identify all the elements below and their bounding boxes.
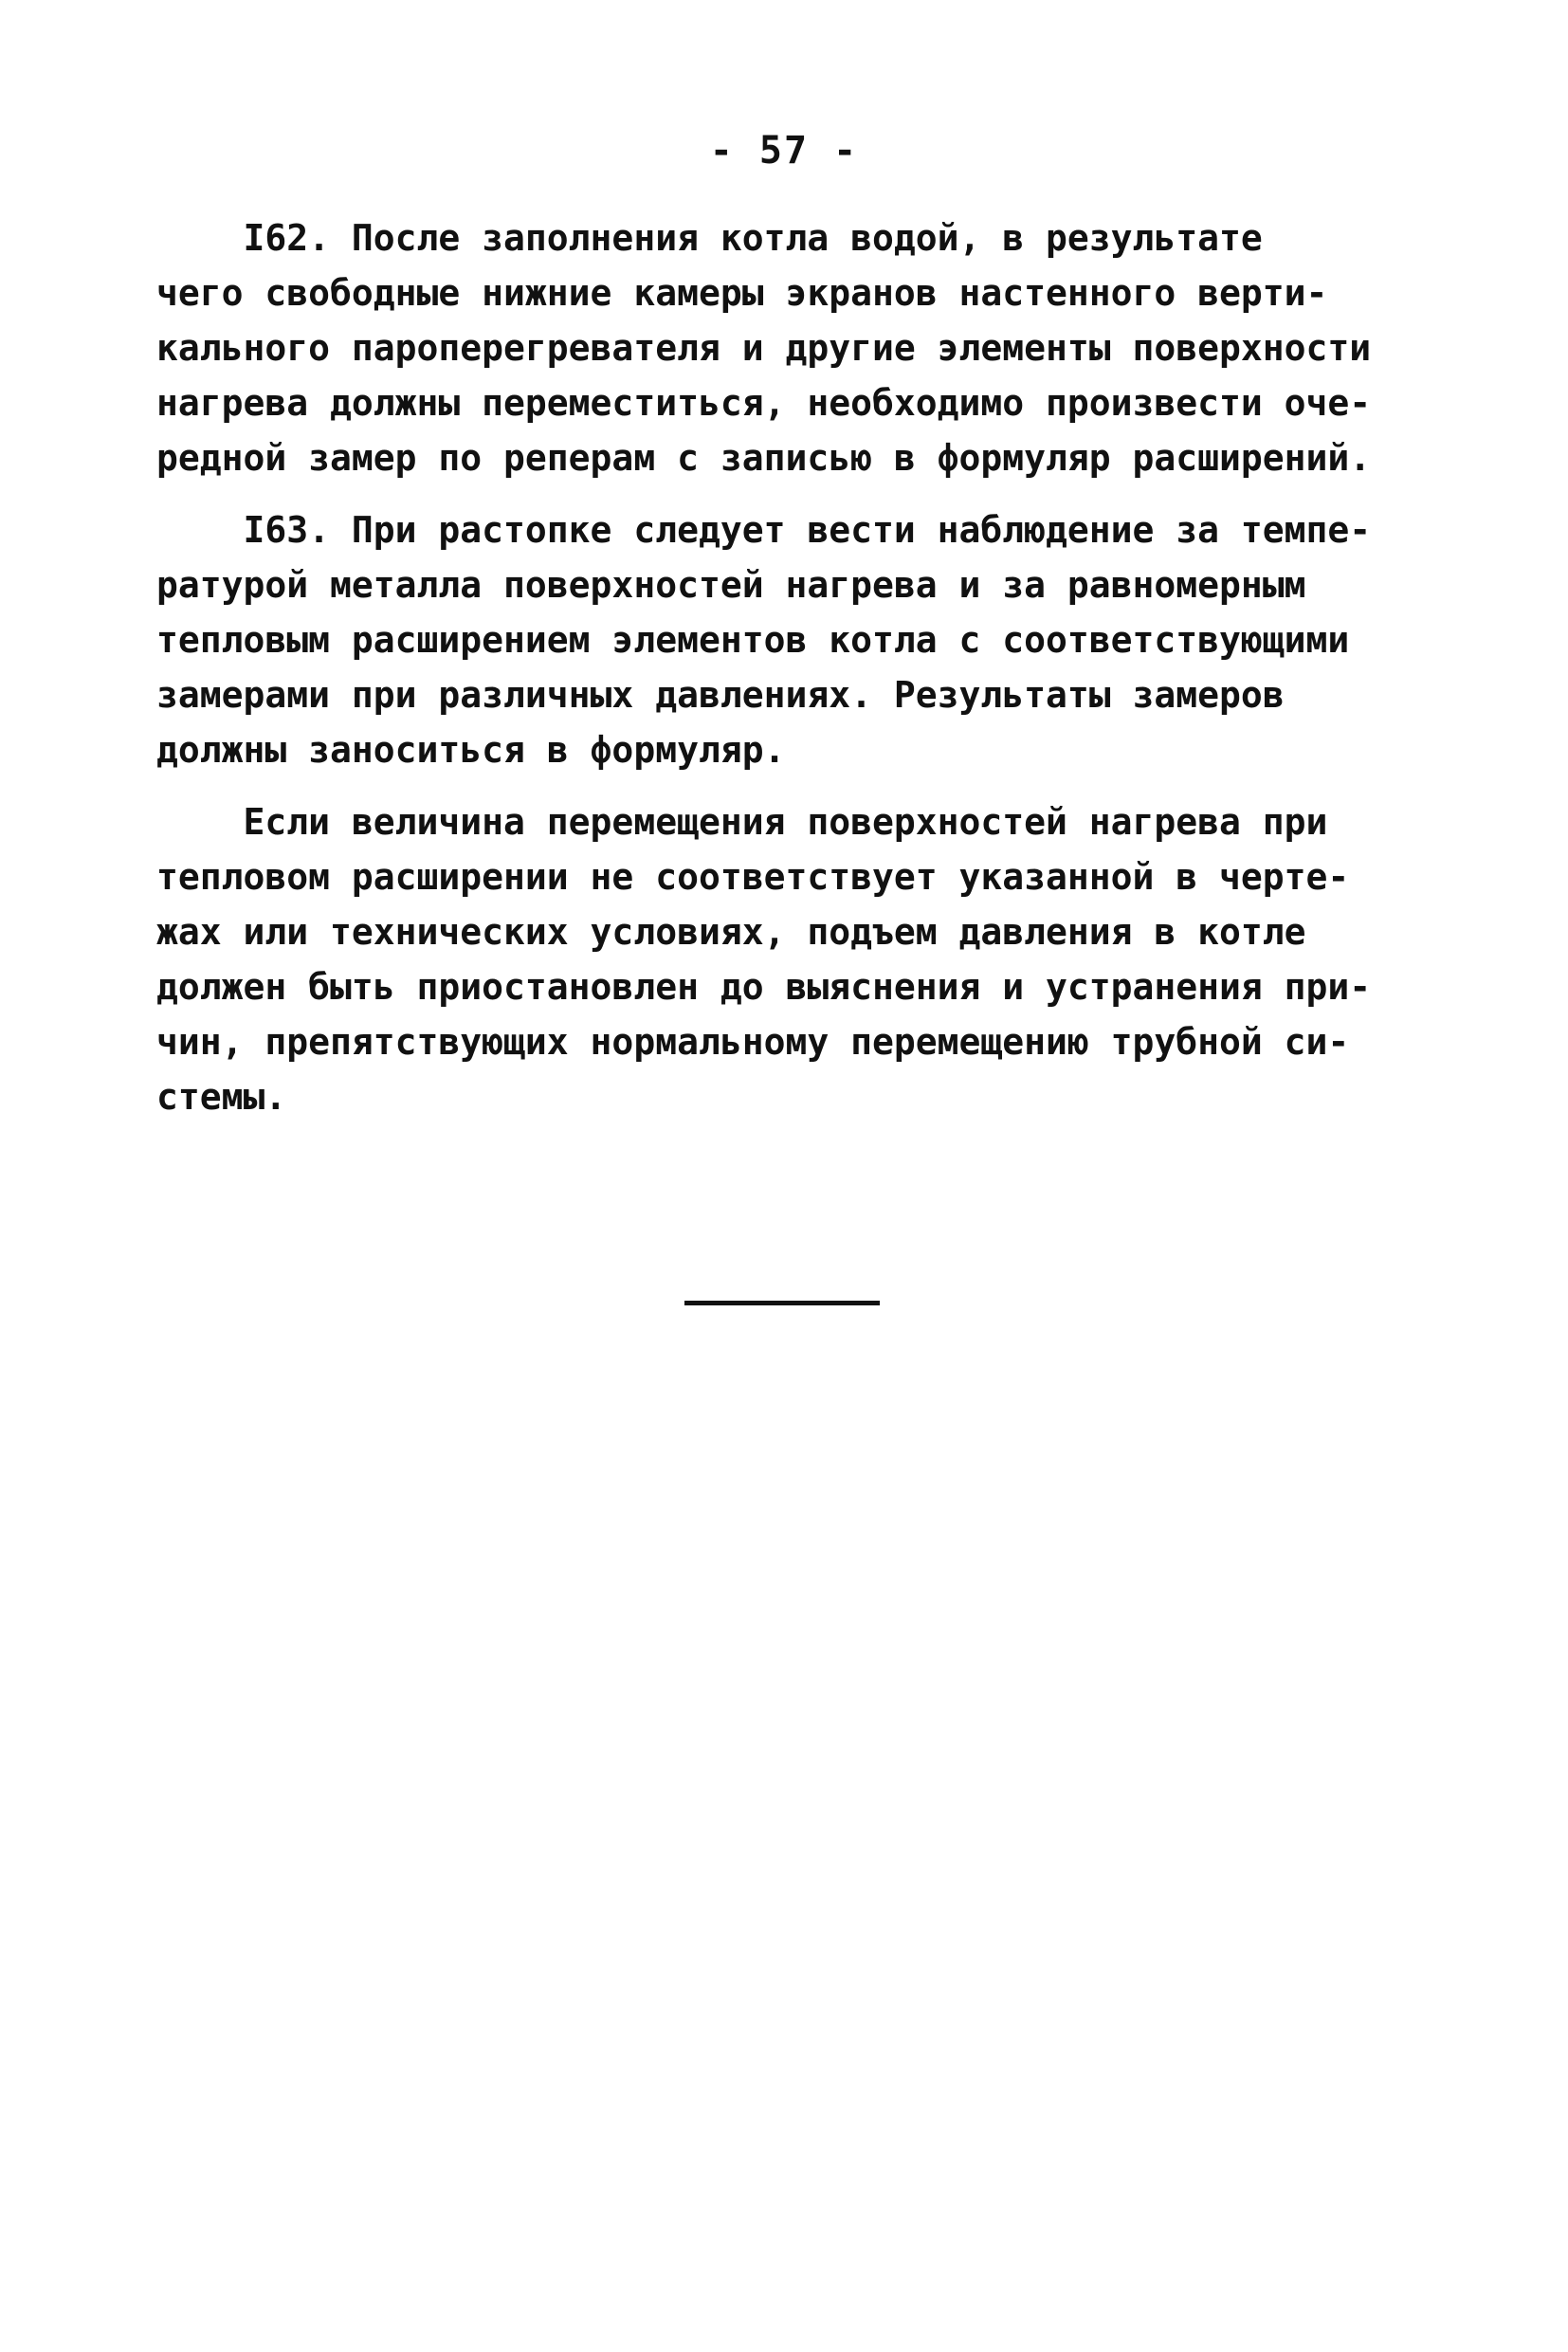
paragraph-163 bbox=[156, 502, 1427, 777]
text-line: жах или технических условиях, подъем давления в котле bbox=[156, 911, 1306, 953]
text-line: тепловом расширении не соответствует указанной в черте- bbox=[156, 856, 1350, 898]
text-line: чего свободные нижние камеры экранов настенного верти- bbox=[156, 272, 1328, 314]
text-line: редной замер по реперам с записью в формуляр расширений. bbox=[156, 437, 1372, 479]
paragraph-162 bbox=[156, 210, 1427, 485]
text-line: ратурой металла поверхностей нагрева и за равномерным bbox=[156, 564, 1306, 606]
text-line: Если величина перемещения поверхностей нагрева при bbox=[156, 801, 1328, 843]
text-line: тепловым расширением элементов котла с соответствующими bbox=[156, 619, 1350, 661]
text-line: чин, препятствующих нормальному перемещению трубной си- bbox=[156, 1021, 1350, 1063]
section-end-rule bbox=[684, 1301, 880, 1305]
text-line: замерами при различных давлениях. Результаты замеров bbox=[156, 674, 1285, 716]
text-line: I62. После заполнения котла водой, в результате bbox=[156, 217, 1263, 259]
text-line: должен быть приостановлен до выяснения и устранения при- bbox=[156, 966, 1372, 1008]
text-line: I63. При растопке следует вести наблюдение за темпе- bbox=[156, 509, 1372, 551]
text-line: нагрева должны переместиться, необходимо произвести оче- bbox=[156, 382, 1372, 424]
text-line: стемы. bbox=[156, 1076, 287, 1118]
paragraph-displacement bbox=[156, 794, 1427, 1124]
page-number: - 57 - bbox=[709, 129, 859, 173]
text-line: должны заноситься в формуляр. bbox=[156, 729, 786, 771]
text-line: кального пароперегревателя и другие элементы поверхности bbox=[156, 327, 1372, 369]
